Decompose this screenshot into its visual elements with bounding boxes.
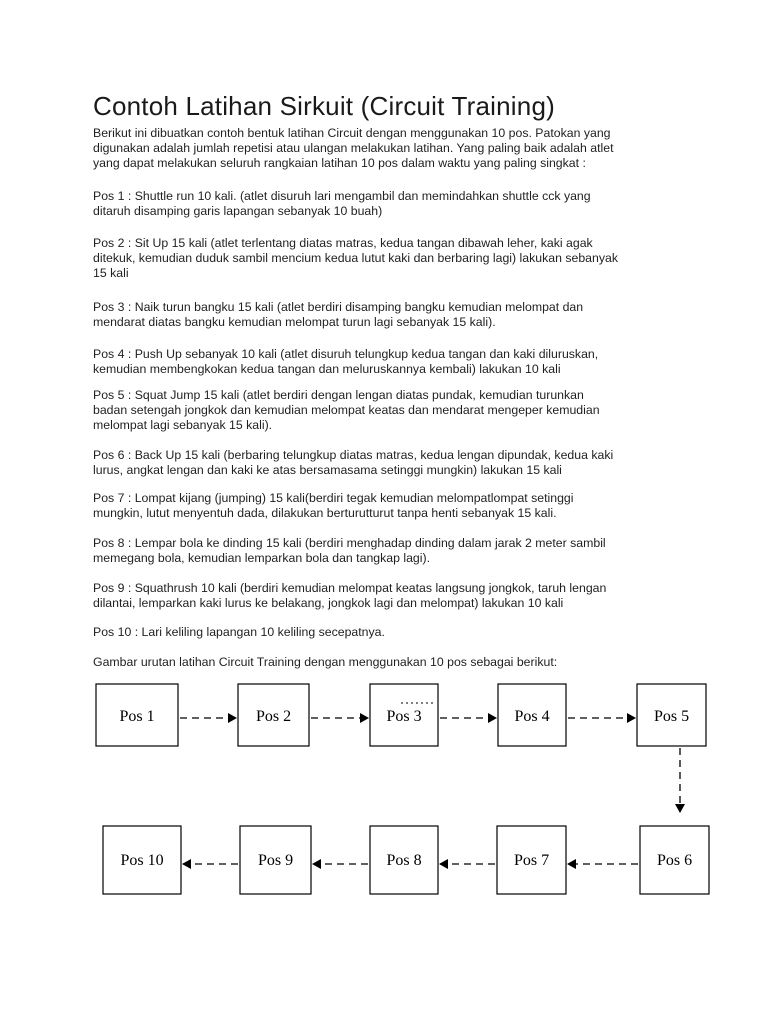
pos-4-line: kemudian membengkokan kedua tangan dan meluruskannya kembali) lakukan 10 kali bbox=[93, 362, 561, 376]
pos-9-label: Pos 9 bbox=[257, 852, 294, 869]
pos-2-line: 15 kali bbox=[93, 266, 129, 280]
pos-1-line: Pos 1 : Shuttle run 10 kali. (atlet disuruh lari mengambil dan memindahkan shuttle cck yang bbox=[93, 189, 591, 203]
pos-9-line: dilantai, lemparkan kaki lurus ke belakang, jongkok lagi dan melompat) lakukan 10 kali bbox=[93, 596, 564, 610]
pos-1-line: ditaruh disamping garis lapangan sebanyak 10 buah) bbox=[93, 204, 383, 218]
intro-line: Berikut ini dibuatkan contoh bentuk latihan Circuit dengan menggunakan 10 pos. Patokan yang bbox=[93, 126, 611, 140]
pos-5-line: melompat lagi sebanyak 15 kali). bbox=[93, 418, 273, 432]
pos-10-box bbox=[103, 826, 181, 894]
pos-3-line: Pos 3 : Naik turun bangku 15 kali (atlet berdiri disamping bangku kemudian melompat dan bbox=[93, 300, 584, 314]
pos-5-line: badan setengah jongkok dan kemudian melompat keatas dan mendarat mengeper kemudian bbox=[93, 403, 600, 417]
pos-9-box bbox=[240, 826, 311, 894]
pos-6-line: Pos 6 : Back Up 15 kali (berbaring telungkup diatas matras, kedua lengan dipundak, kedua kaki bbox=[93, 448, 614, 462]
intro-line: digunakan adalah jumlah repetisi atau ulangan melakukan latihan. Yang paling baik adalah atlet bbox=[93, 141, 614, 155]
pos-2-line: ditekuk, kemudian duduk sambil mencium kedua lutut kaki dan berbaring lagi) lakukan sebanyak bbox=[93, 251, 618, 265]
pos-2-line: Pos 2 : Sit Up 15 kali (atlet terlentang diatas matras, kedua tangan dibawah leher, kaki agak bbox=[93, 236, 593, 250]
diagram-caption-line: Gambar urutan latihan Circuit Training dengan menggunakan 10 pos sebagai berikut: bbox=[93, 655, 558, 669]
pos-7-line: mungkin, lutut menyentuh dada, dilakukan berturutturut tanpa henti sebanyak 15 kali. bbox=[93, 506, 557, 520]
pos-3-box bbox=[370, 684, 438, 746]
pos-4-label: Pos 4 bbox=[514, 708, 550, 725]
pos-5-box bbox=[637, 684, 706, 746]
pos-3-label: Pos 3 bbox=[386, 708, 422, 725]
pos-7-box bbox=[497, 826, 566, 894]
pos-9-line: Pos 9 : Squathrush 10 kali (berdiri kemudian melompat keatas langsung jongkok, taruh lengan bbox=[93, 581, 607, 595]
pos-2-label: Pos 2 bbox=[255, 708, 292, 725]
pos-10-label: Pos 10 bbox=[120, 852, 164, 869]
document-title: Contoh Latihan Sirkuit (Circuit Training) bbox=[93, 91, 555, 121]
pos-6-label: Pos 6 bbox=[656, 852, 693, 869]
pos-1-label: Pos 1 bbox=[119, 708, 155, 725]
pos-7-line: Pos 7 : Lompat kijang (jumping) 15 kali(berdiri tegak kemudian melompatlompat setinggi bbox=[93, 491, 574, 505]
intro-line: yang dapat melakukan seluruh rangkaian latihan 10 pos dalam waktu yang paling singkat : bbox=[93, 156, 586, 170]
pos-4-line: Pos 4 : Push Up sebanyak 10 kali (atlet disuruh telungkup kedua tangan dan kaki diluruskan, bbox=[93, 347, 599, 361]
pos-2-box bbox=[238, 684, 309, 746]
pos-4-box bbox=[498, 684, 566, 746]
pos-3-line: mendarat diatas bangku kemudian melompat turun lagi sebanyak 15 kali). bbox=[93, 315, 496, 329]
pos-6-line: lurus, angkat lengan dan kaki ke atas bersamasama setinggi mungkin) lakukan 15 kali bbox=[93, 463, 562, 477]
pos-1-box bbox=[96, 684, 178, 746]
pos-8-line: memegang bola, kemudian lemparkan bola dan tangkap lagi). bbox=[93, 551, 431, 565]
pos-8-label: Pos 8 bbox=[386, 852, 422, 869]
pos-10-line: Pos 10 : Lari keliling lapangan 10 keliling secepatnya. bbox=[93, 625, 385, 639]
pos-5-line: Pos 5 : Squat Jump 15 kali (atlet berdiri dengan lengan diatas pundak, kemudian turunkan bbox=[93, 388, 584, 402]
pos-8-box bbox=[370, 826, 438, 894]
pos-6-box bbox=[640, 826, 709, 894]
pos-7-label: Pos 7 bbox=[513, 852, 550, 869]
pos-5-label: Pos 5 bbox=[653, 708, 690, 725]
pos-8-line: Pos 8 : Lempar bola ke dinding 15 kali (berdiri menghadap dinding dalam jarak 2 meter sambil bbox=[93, 536, 606, 550]
